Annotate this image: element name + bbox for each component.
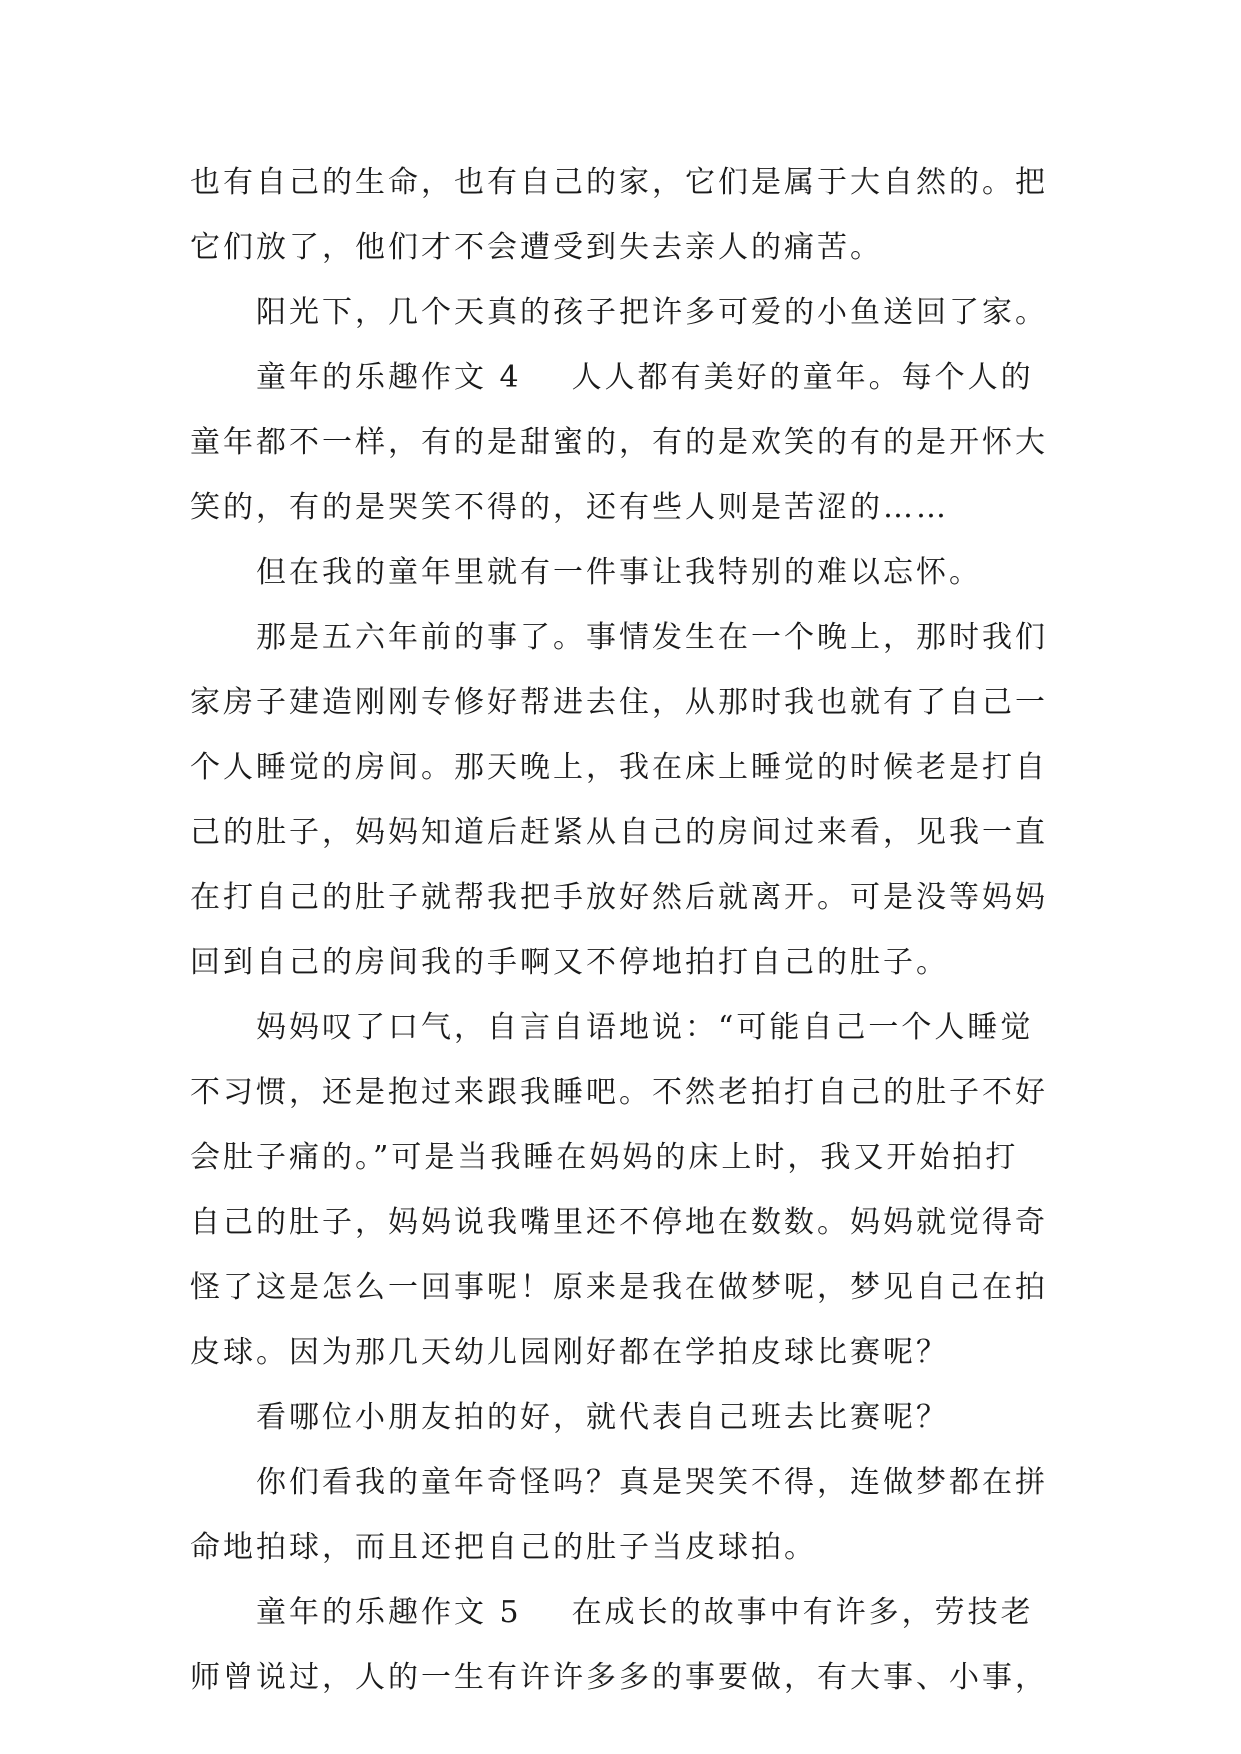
text-line: 怪了这是怎么一回事呢！原来是我在做梦呢，梦见自己在拍	[190, 1270, 1048, 1305]
text-line: 回到自己的房间我的手啊又不停地拍打自己的肚子。	[190, 945, 949, 980]
text-line: 家房子建造刚刚专修好帮进去住，从那时我也就有了自己一	[190, 685, 1048, 720]
text-line: 命地拍球，而且还把自己的肚子当皮球拍。	[190, 1530, 817, 1565]
text-line: 笑的，有的是哭笑不得的，还有些人则是苦涩的……	[190, 490, 949, 525]
text-line: 也有自己的生命，也有自己的家，它们是属于大自然的。把	[190, 165, 1048, 200]
paragraph-start-line: 但在我的童年里就有一件事让我特别的难以忘怀。	[256, 555, 982, 590]
text-line: 自己的肚子，妈妈说我嘴里还不停地在数数。妈妈就觉得奇	[190, 1205, 1048, 1240]
section-heading-line	[190, 1580, 1052, 1645]
paragraph-start-line: 妈妈叹了口气，自言自语地说：“可能自己一个人睡觉	[256, 1010, 1034, 1045]
section-heading: 童年的乐趣作文 4	[256, 360, 522, 395]
text-line: 不习惯，还是抱过来跟我睡吧。不然老拍打自己的肚子不好	[190, 1075, 1048, 1110]
text-line: 皮球。因为那几天幼儿园刚好都在学拍皮球比赛呢？	[190, 1335, 949, 1370]
section-heading-line	[190, 345, 1052, 410]
section-heading: 童年的乐趣作文 5	[256, 1595, 522, 1630]
paragraph-text: 在成长的故事中有许多，劳技老	[571, 1595, 1034, 1630]
text-line: 师曾说过，人的一生有许许多多的事要做，有大事、小事，	[190, 1660, 1048, 1695]
text-line: 在打自己的肚子就帮我把手放好然后就离开。可是没等妈妈	[190, 880, 1048, 915]
body-text	[190, 150, 1052, 1710]
text-line: 会肚子痛的。”可是当我睡在妈妈的床上时，我又开始拍打	[190, 1140, 1019, 1175]
paragraph-start-line: 看哪位小朋友拍的好，就代表自己班去比赛呢？	[256, 1400, 949, 1435]
text-line: 童年都不一样，有的是甜蜜的，有的是欢笑的有的是开怀大	[190, 425, 1048, 460]
paragraph-start-line: 阳光下，几个天真的孩子把许多可爱的小鱼送回了家。	[256, 295, 1048, 330]
paragraph-text: 人人都有美好的童年。每个人的	[571, 360, 1034, 395]
text-line: 个人睡觉的房间。那天晚上，我在床上睡觉的时候老是打自	[190, 750, 1048, 785]
paragraph-start-line: 你们看我的童年奇怪吗？真是哭笑不得，连做梦都在拼	[256, 1465, 1048, 1500]
paragraph-start-line: 那是五六年前的事了。事情发生在一个晚上，那时我们	[256, 620, 1048, 655]
text-line: 它们放了，他们才不会遭受到失去亲人的痛苦。	[190, 230, 883, 265]
text-line: 己的肚子，妈妈知道后赶紧从自己的房间过来看，见我一直	[190, 815, 1048, 850]
